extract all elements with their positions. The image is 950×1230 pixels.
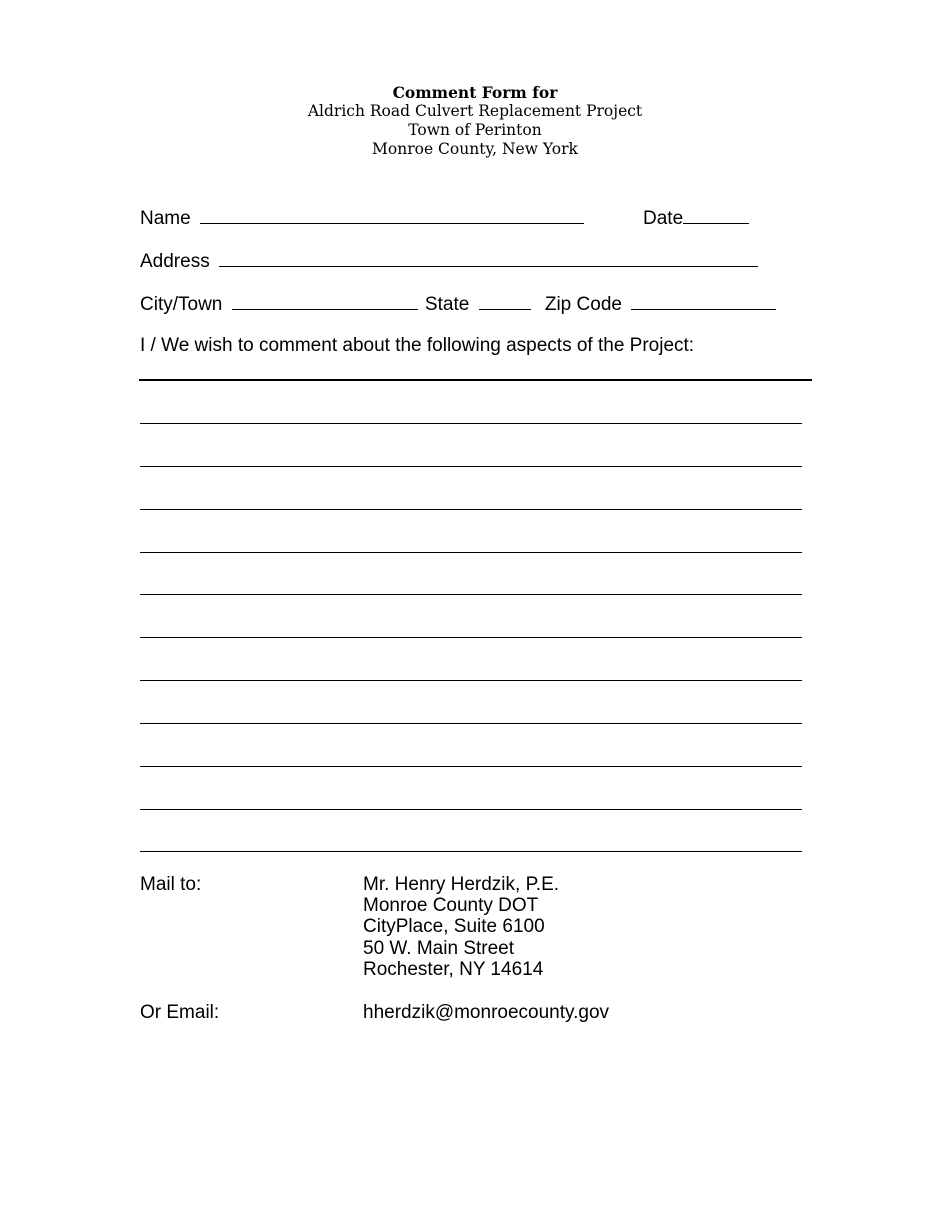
city-label: City/Town — [140, 294, 223, 315]
address-label: Address — [140, 251, 210, 272]
date-row — [643, 206, 749, 230]
form-title: Comment Form for — [392, 83, 558, 102]
county-name: Monroe County, New York — [372, 140, 578, 158]
comment-line[interactable] — [140, 637, 802, 638]
mailing-address — [363, 874, 559, 980]
date-label: Date — [643, 208, 684, 229]
comment-line[interactable] — [140, 509, 802, 510]
comment-line[interactable] — [140, 466, 802, 467]
comment-line[interactable] — [140, 723, 802, 724]
city-field[interactable] — [232, 292, 418, 310]
form-header — [0, 83, 950, 159]
recipient-name: Mr. Henry Herdzik, P.E. — [363, 874, 560, 895]
recipient-organization: Monroe County DOT — [363, 895, 539, 917]
comment-prompt: I / We wish to comment about the following aspects of the Project: — [140, 335, 695, 356]
project-name: Aldrich Road Culvert Replacement Project — [307, 102, 643, 120]
state-label: State — [424, 294, 470, 315]
recipient-city: Rochester, NY 14614 — [363, 958, 544, 980]
city-state-zip-row — [140, 292, 776, 316]
divider-line — [139, 379, 812, 381]
recipient-suite: CityPlace, Suite 6100 — [363, 916, 545, 938]
address-field[interactable] — [219, 249, 758, 267]
comment-line[interactable] — [140, 423, 802, 424]
name-label: Name — [140, 208, 191, 229]
comment-line[interactable] — [140, 680, 802, 681]
email-label: Or Email: — [140, 1002, 220, 1023]
zip-label: Zip Code — [544, 294, 622, 315]
name-field[interactable] — [200, 206, 584, 224]
name-row — [140, 206, 584, 230]
comment-line[interactable] — [140, 552, 802, 553]
town-name: Town of Perinton — [408, 121, 542, 139]
comment-line[interactable] — [140, 594, 802, 595]
state-field[interactable] — [479, 292, 531, 310]
recipient-street: 50 W. Main Street — [363, 937, 515, 959]
zip-field[interactable] — [631, 292, 776, 310]
comment-line[interactable] — [140, 851, 802, 852]
mail-to-label: Mail to: — [140, 874, 202, 895]
comment-line[interactable] — [140, 766, 802, 767]
comment-line[interactable] — [140, 809, 802, 810]
address-row — [140, 249, 758, 273]
date-field[interactable] — [683, 206, 749, 224]
email-address[interactable]: hherdzik@monroecounty.gov — [363, 1002, 610, 1023]
